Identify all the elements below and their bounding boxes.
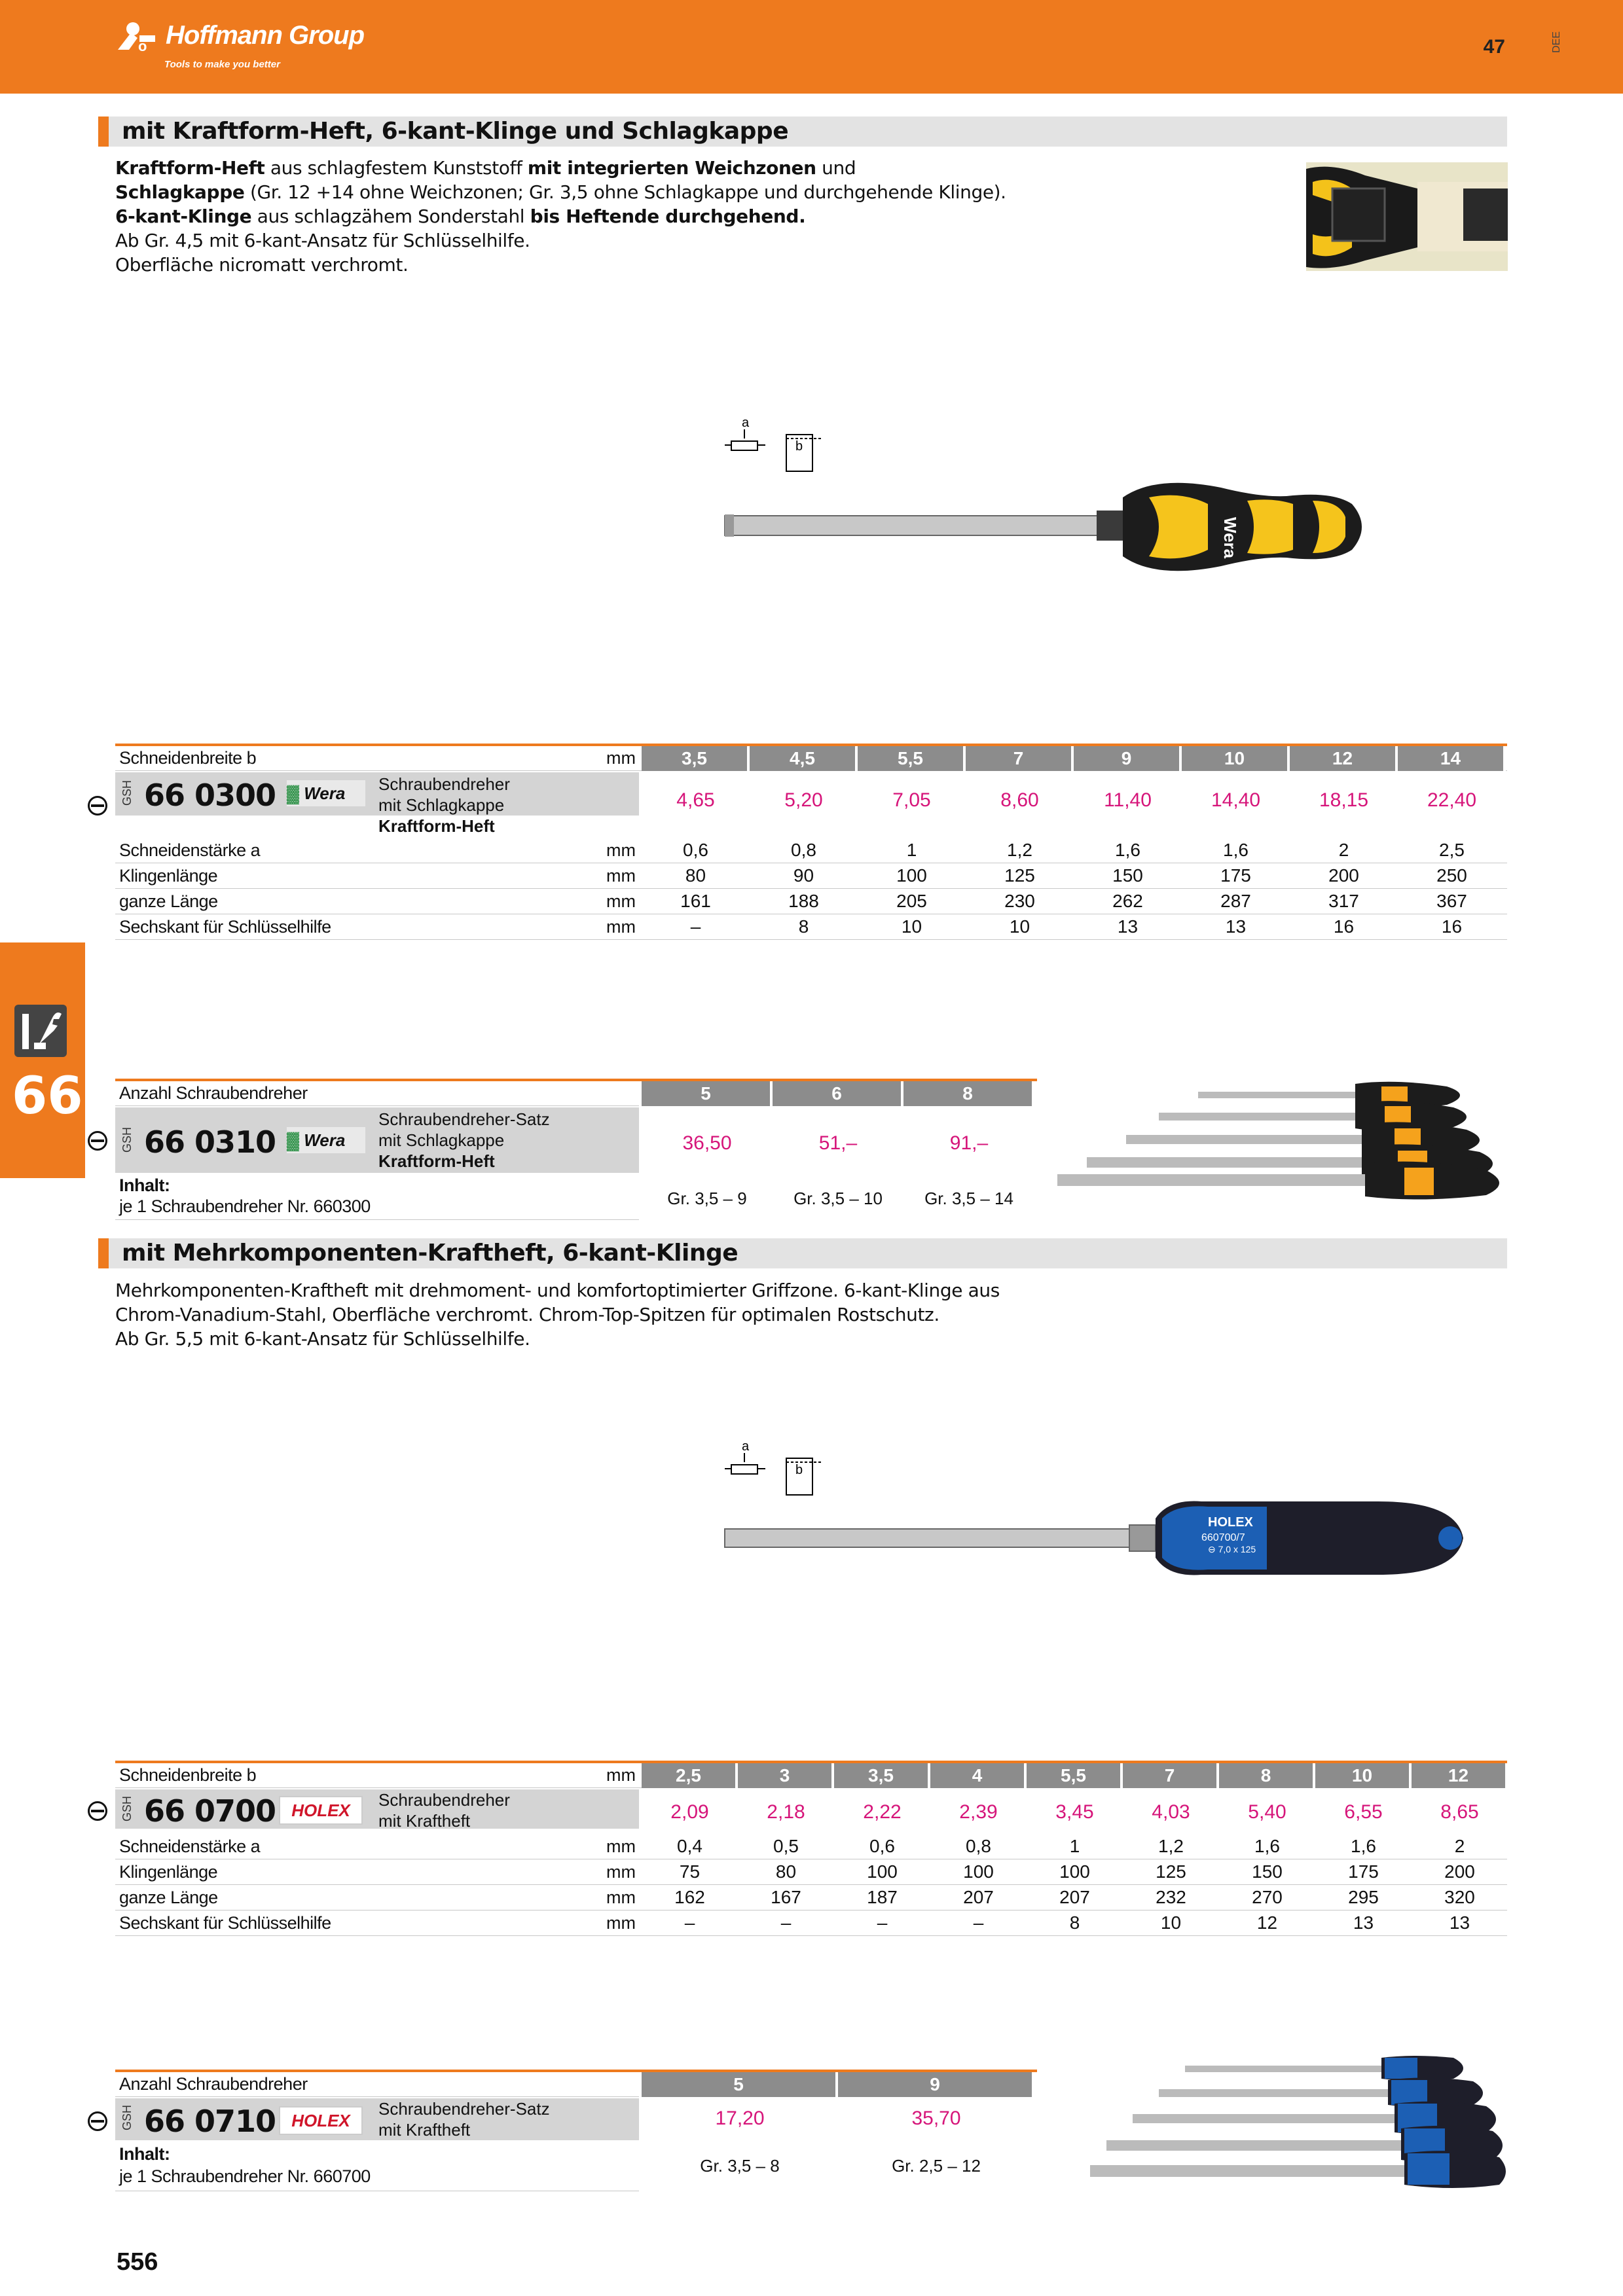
spec-value: 1,2: [1158, 1836, 1184, 1856]
product-name: Schraubendreher-Satz mit Kraftheft: [378, 2099, 550, 2140]
spec-row: [115, 1885, 1507, 1910]
language-code: DEE: [1551, 31, 1562, 53]
size-header: 5,5: [1027, 1763, 1123, 1788]
spec-value: 13: [1449, 1912, 1470, 1933]
size-header: 10: [1182, 746, 1290, 771]
spec-value: 0,5: [773, 1836, 799, 1856]
tab-notch: [0, 942, 85, 982]
size-header: 4,5: [750, 746, 858, 771]
product-name: Schraubendreher mit Kraftheft: [378, 1790, 510, 1831]
spec-row: [115, 1834, 1507, 1859]
spec-label: Schneidenstärke a: [119, 840, 261, 860]
price[interactable]: 17,20: [715, 2108, 765, 2129]
spec-value: 100: [963, 1861, 994, 1882]
spec-value: 13: [1225, 916, 1247, 937]
spec-value: 125: [1004, 865, 1035, 886]
count-header: 8: [903, 1081, 1034, 1106]
svg-text:⊖ 7,0 x 125: ⊖ 7,0 x 125: [1208, 1544, 1256, 1554]
spec-value: 10: [901, 916, 922, 937]
spec-value: 175: [1348, 1861, 1379, 1882]
spec-label: Sechskant für Schlüsselhilfe: [119, 916, 331, 937]
unit-label: mm: [606, 1912, 636, 1933]
column-label: Anzahl Schraubendreher: [119, 2074, 308, 2094]
spec-value: 10: [1160, 1912, 1182, 1933]
spec-row: [115, 889, 1507, 914]
column-label: Anzahl Schraubendreher: [119, 1083, 308, 1103]
spec-row: [115, 1859, 1507, 1885]
desc-line: 6-kant-Klinge aus schlagzähem Sonderstahl bis Heftende durchgehend.: [115, 206, 806, 227]
spec-value: 13: [1117, 916, 1139, 937]
blade-dimension-diagram: [723, 412, 841, 478]
price[interactable]: 36,50: [682, 1132, 732, 1154]
size-header: 3,5: [834, 1763, 930, 1788]
table-header-row: [115, 1081, 639, 1106]
spec-value: 250: [1436, 865, 1467, 886]
slotted-screw-icon: [88, 1801, 107, 1821]
handle-brand-text: HOLEX: [1208, 1515, 1253, 1530]
unit-label: mm: [606, 891, 636, 911]
unit-label: mm: [606, 1836, 636, 1856]
spec-value: 207: [1059, 1887, 1090, 1907]
gsh-label: GSH: [120, 1127, 134, 1153]
chapter-number: 66: [12, 1067, 83, 1126]
spec-value: 16: [1333, 916, 1355, 937]
spec-value: 270: [1252, 1887, 1283, 1907]
spec-row: [115, 1910, 1507, 1936]
contents-row: Inhalt: je 1 Schraubendreher Nr. 660700: [115, 2142, 639, 2191]
gsh-label: GSH: [120, 2105, 134, 2131]
spec-row: [115, 863, 1507, 889]
spec-value: 12: [1256, 1912, 1278, 1933]
unit-label: mm: [606, 865, 636, 886]
brand-logo-wera: ▓ Wera: [287, 1127, 365, 1153]
spec-value: 175: [1220, 865, 1251, 886]
spec-value: 232: [1156, 1887, 1186, 1907]
table-header-row: [115, 2072, 639, 2097]
product-image-wera-set[interactable]: [1054, 1079, 1512, 1203]
spec-value: 2,5: [1439, 840, 1465, 860]
handle-brand-text: Wera: [1220, 517, 1240, 559]
spec-value: 125: [1156, 1861, 1186, 1882]
desc-line: Mehrkomponenten-Kraftheft mit drehmoment- und komfortoptimierter Griffzone. 6-kant-Klinge aus: [115, 1280, 1000, 1301]
price[interactable]: 11,40: [1104, 789, 1152, 811]
size-header: 10: [1315, 1763, 1412, 1788]
count-header: 5: [642, 1081, 773, 1106]
product-detail-image[interactable]: [1306, 162, 1508, 271]
spec-value: –: [780, 1912, 792, 1933]
article-number[interactable]: 66 0710: [144, 2104, 276, 2139]
slotted-screw-icon: [88, 796, 107, 816]
size-header: 8: [1219, 1763, 1315, 1788]
price[interactable]: 2,09: [670, 1801, 709, 1823]
page-number-top: 47: [1483, 36, 1505, 58]
size-header: 12: [1290, 746, 1398, 771]
size-header: 4: [930, 1763, 1027, 1788]
size-header: 7: [966, 746, 1074, 771]
price[interactable]: 5,40: [1248, 1801, 1286, 1823]
spec-value: 188: [788, 891, 819, 911]
set-screwdriver-1: [1185, 2056, 1463, 2081]
unit-label: mm: [606, 1861, 636, 1882]
price[interactable]: 2,22: [863, 1801, 902, 1823]
spec-value: 0,8: [966, 1836, 991, 1856]
size-header: 3: [738, 1763, 834, 1788]
spec-value: 75: [679, 1861, 701, 1882]
spec-value: –: [877, 1912, 888, 1933]
hoffmann-logo-icon: [115, 18, 160, 52]
spec-value: 2: [1454, 1836, 1465, 1856]
spec-value: 100: [896, 865, 927, 886]
dim-b-label: b: [795, 1463, 803, 1477]
brand-logo-holex: HOLEX: [279, 2106, 363, 2135]
spec-value: 287: [1220, 891, 1251, 911]
spec-value: 100: [867, 1861, 898, 1882]
spec-label: Schneidenstärke a: [119, 1836, 261, 1856]
spec-row: [115, 914, 1507, 940]
spec-value: 167: [771, 1887, 801, 1907]
dim-a-label: a: [742, 1439, 750, 1454]
spec-value: 317: [1328, 891, 1359, 911]
size-range: Gr. 3,5 – 10: [793, 1189, 883, 1208]
spec-value: 13: [1353, 1912, 1374, 1933]
size-range: Gr. 3,5 – 14: [924, 1189, 1013, 1208]
brand-logo-holex: HOLEX: [279, 1796, 363, 1825]
spec-label: ganze Länge: [119, 1887, 218, 1907]
dim-a-label: a: [742, 416, 750, 430]
price[interactable]: 2,18: [767, 1801, 805, 1823]
unit-label: mm: [606, 916, 636, 937]
spec-label: Sechskant für Schlüsselhilfe: [119, 1912, 331, 1933]
spec-value: 200: [1444, 1861, 1475, 1882]
desc-line: Chrom-Vanadium-Stahl, Oberfläche verchromt. Chrom-Top-Spitzen für optimalen Rostschutz.: [115, 1304, 939, 1325]
price[interactable]: 6,55: [1344, 1801, 1383, 1823]
desc-line: Ab Gr. 5,5 mit 6-kant-Ansatz für Schlüsselhilfe.: [115, 1328, 530, 1350]
brand-logo-wera: ▓ Wera: [287, 780, 365, 806]
spec-value: 0,4: [677, 1836, 702, 1856]
price[interactable]: 8,65: [1440, 1801, 1479, 1823]
price[interactable]: 4,03: [1152, 1801, 1190, 1823]
gsh-label: GSH: [120, 1796, 134, 1822]
article-number[interactable]: 66 0310: [144, 1124, 276, 1160]
spec-value: 1,6: [1351, 1836, 1376, 1856]
article-number[interactable]: 66 0700: [144, 1793, 276, 1829]
spec-value: 367: [1436, 891, 1467, 911]
unit-label: mm: [606, 1887, 636, 1907]
article-number[interactable]: 66 0300: [144, 778, 276, 813]
spec-value: 262: [1112, 891, 1143, 911]
product-name: Schraubendreher mit Schlagkappe Kraftform-Heft: [378, 774, 510, 836]
section-title-1: mit Kraftform-Heft, 6-kant-Klinge und Schlagkappe: [98, 117, 1507, 147]
spec-value: 200: [1328, 865, 1359, 886]
spec-value: 8: [798, 916, 809, 937]
spec-value: 230: [1004, 891, 1035, 911]
desc-line: Ab Gr. 4,5 mit 6-kant-Ansatz für Schlüsselhilfe.: [115, 230, 530, 251]
price[interactable]: 91,–: [949, 1132, 989, 1154]
spec-value: 0,8: [791, 840, 816, 860]
spec-value: 161: [680, 891, 711, 911]
price[interactable]: 7,05: [892, 789, 931, 811]
unit-label: mm: [606, 1765, 636, 1785]
product-image-holex-screwdriver[interactable]: [723, 1492, 1476, 1584]
spec-value: 150: [1252, 1861, 1283, 1882]
product-image-wera-screwdriver[interactable]: [723, 478, 1496, 576]
spec-value: 1: [906, 840, 917, 860]
spec-value: 150: [1112, 865, 1143, 886]
svg-text:o: o: [138, 38, 147, 52]
slotted-screw-icon: [88, 1131, 107, 1151]
brand-tagline: Tools to make you better: [164, 59, 280, 70]
size-header: 3,5: [642, 746, 750, 771]
spec-value: 100: [1059, 1861, 1090, 1882]
spec-value: 207: [963, 1887, 994, 1907]
spec-label: Klingenlänge: [119, 1861, 218, 1882]
price[interactable]: 3,45: [1055, 1801, 1094, 1823]
spec-value: 8: [1069, 1912, 1080, 1933]
spec-value: 1,2: [1007, 840, 1032, 860]
spec-value: 80: [775, 1861, 797, 1882]
spec-table-660300: [115, 744, 1507, 940]
tools-icon: [14, 1005, 67, 1057]
price[interactable]: 2,39: [959, 1801, 998, 1823]
set-table-660710: [115, 2070, 1037, 2194]
section-title-2: mit Mehrkomponenten-Kraftheft, 6-kant-Klinge: [98, 1238, 1507, 1268]
spec-value: –: [973, 1912, 984, 1933]
price[interactable]: 4,65: [676, 789, 715, 811]
size-header: 2,5: [642, 1763, 738, 1788]
spec-value: 320: [1444, 1887, 1475, 1907]
spec-value: 2: [1338, 840, 1349, 860]
dim-b-label: b: [795, 439, 803, 454]
size-range: Gr. 2,5 – 12: [892, 2156, 981, 2176]
product-name: Schraubendreher-Satz mit Schlagkappe Kraftform-Heft: [378, 1109, 550, 1171]
column-label: Schneidenbreite b: [119, 748, 257, 768]
gsh-label: GSH: [120, 780, 134, 806]
column-label: Schneidenbreite b: [119, 1765, 257, 1785]
desc-line: Schlagkappe (Gr. 12 +14 ohne Weichzonen; Gr. 3,5 ohne Schlagkappe und durchgehende Klinge).: [115, 181, 1006, 203]
spec-value: 1: [1069, 1836, 1080, 1856]
spec-label: Klingenlänge: [119, 865, 218, 886]
spec-value: 0,6: [683, 840, 708, 860]
slotted-screw-icon: [88, 2111, 107, 2131]
product-image-holex-set[interactable]: [1087, 2049, 1512, 2193]
spec-value: 205: [896, 891, 927, 911]
set-screwdriver-5: [1090, 2151, 1506, 2188]
price[interactable]: 35,70: [911, 2108, 961, 2129]
contents-row: Inhalt: je 1 Schraubendreher Nr. 660300: [115, 1174, 639, 1220]
size-range: Gr. 3,5 – 8: [700, 2156, 780, 2176]
spec-value: –: [690, 916, 701, 937]
size-header: 7: [1123, 1763, 1219, 1788]
price[interactable]: 18,15: [1319, 789, 1369, 811]
spec-value: 16: [1441, 916, 1463, 937]
price[interactable]: 51,–: [818, 1132, 858, 1154]
price[interactable]: 22,40: [1427, 789, 1477, 811]
spec-value: 90: [793, 865, 814, 886]
blade-dimension-diagram: [723, 1436, 841, 1501]
spec-value: 80: [685, 865, 706, 886]
size-header: 14: [1398, 746, 1506, 771]
spec-value: –: [684, 1912, 695, 1933]
brand-logo[interactable]: [115, 18, 365, 70]
count-header: 6: [773, 1081, 903, 1106]
count-header: 9: [838, 2072, 1034, 2097]
spec-value: 187: [867, 1887, 898, 1907]
size-header: 9: [1074, 746, 1182, 771]
spec-label: ganze Länge: [119, 891, 218, 911]
price[interactable]: 14,40: [1211, 789, 1261, 811]
price[interactable]: 8,60: [1000, 789, 1039, 811]
price[interactable]: 5,20: [784, 789, 823, 811]
section-description-1: [115, 156, 1281, 277]
spec-value: 1,6: [1223, 840, 1249, 860]
svg-text:660700/7: 660700/7: [1201, 1532, 1245, 1543]
unit-label: mm: [606, 840, 636, 860]
spec-value: 10: [1009, 916, 1030, 937]
count-header: 5: [642, 2072, 838, 2097]
size-range: Gr. 3,5 – 9: [667, 1189, 747, 1208]
brand-name: Hoffmann Group: [166, 20, 365, 50]
spec-value: 0,6: [869, 1836, 895, 1856]
desc-line: Kraftform-Heft aus schlagfestem Kunststoff mit integrierten Weichzonen und: [115, 157, 856, 179]
spec-value: 162: [674, 1887, 705, 1907]
spec-value: 1,6: [1254, 1836, 1280, 1856]
set-table-660310: [115, 1079, 1037, 1223]
spec-value: 1,6: [1115, 840, 1140, 860]
section-description-2: [115, 1278, 1281, 1351]
page-number: 556: [117, 2248, 158, 2276]
spec-table-660700: [115, 1761, 1507, 1944]
size-header: 12: [1412, 1763, 1508, 1788]
unit-label: mm: [606, 748, 636, 768]
desc-line: Oberfläche nicromatt verchromt.: [115, 254, 409, 276]
spec-value: 295: [1348, 1887, 1379, 1907]
chapter-tab[interactable]: [0, 942, 85, 1178]
size-header: 5,5: [858, 746, 966, 771]
spec-row: [115, 838, 1507, 863]
